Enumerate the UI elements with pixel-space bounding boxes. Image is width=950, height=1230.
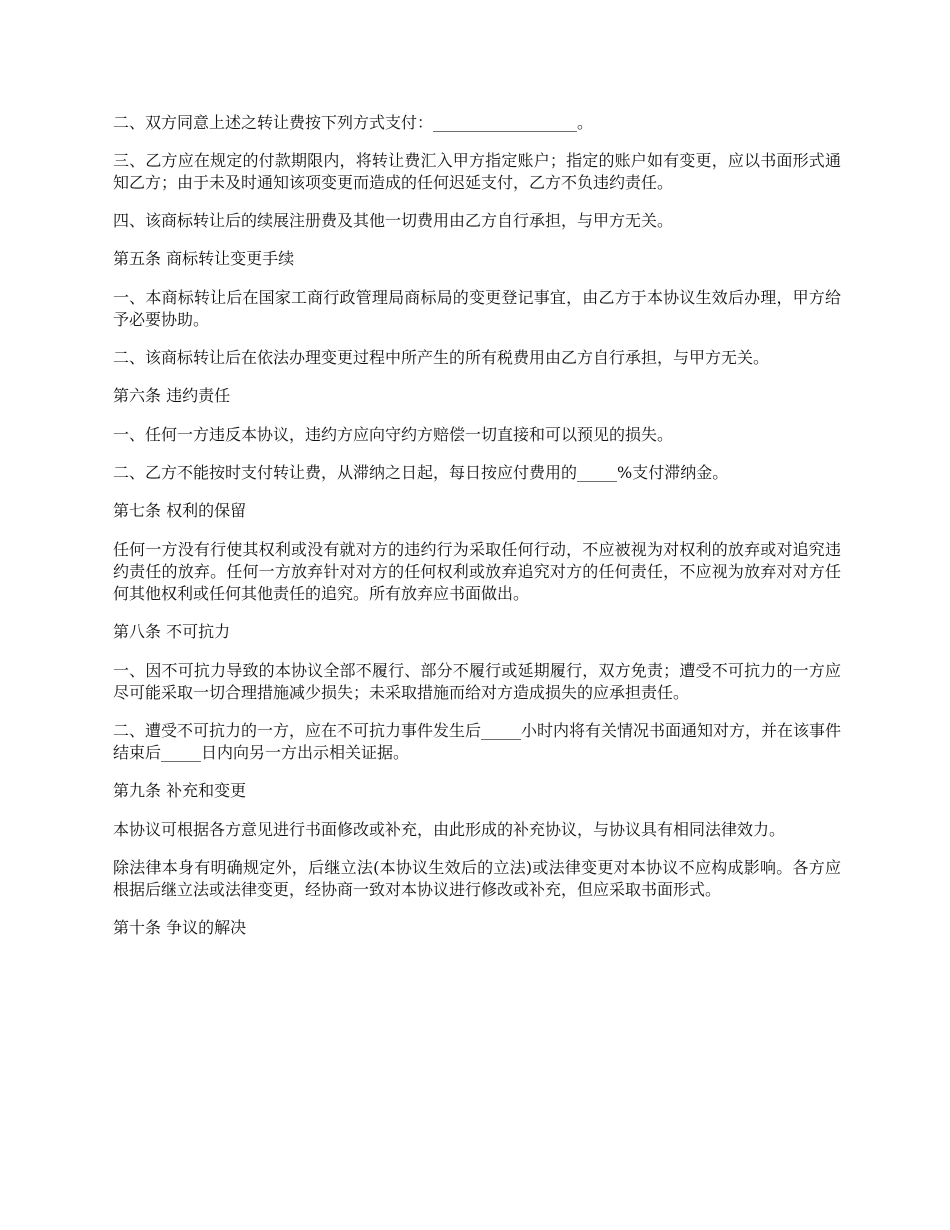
legal-change-clause: 除法律本身有明确规定外，后继立法(本协议生效后的立法)或法律变更对本协议不应构成影响。各方应根据后继立法或法律变更，经协商一致对本协议进行修改或补充，但应采取书面形式。 [113,858,841,899]
section-heading-article-10: 第十条 争议的解决 [113,918,247,937]
section-heading-article-5: 第五条 商标转让变更手续 [113,249,295,268]
late-payment-clause: 二、乙方不能按时支付转让费，从滞纳之日起，每日按应付费用的_____%支付滞纳金。 [113,463,729,482]
force-majeure-clause-2: 二、遭受不可抗力的一方，应在不可抗力事件发生后_____小时内将有关情况书面通知对方，并在该事件结束后_____日内向另一方出示相关证据。 [113,721,842,762]
section-heading-article-6: 第六条 违约责任 [113,386,231,405]
section-heading-article-7: 第七条 权利的保留 [113,501,247,520]
rights-reservation-clause: 任何一方没有行使其权利或没有就对方的违约行为采取任何行动，不应被视为对权利的放弃或对追究违约责任的放弃。任何一方放弃针对对方的任何权利或放弃追究对方的任何责任，不应视为放弃对对方任何其他权利或任何其他责任的追究。所有放弃应书面做出。 [113,540,841,603]
payment-account-clause: 三、乙方应在规定的付款期限内，将转让费汇入甲方指定账户；指定的账户如有变更，应以书面形式通知乙方；由于未及时通知该项变更而造成的任何迟延支付，乙方不负违约责任。 [113,151,841,192]
tax-fee-clause: 二、该商标转让后在依法办理变更过程中所产生的所有税费用由乙方自行承担，与甲方无关。 [113,348,770,367]
registration-change-clause: 一、本商标转让后在国家工商行政管理局商标局的变更登记事宜，由乙方于本协议生效后办理，甲方给予必要协助。 [113,288,841,329]
payment-method-clause: 二、双方同意上述之转让费按下列方式支付：__________________。 [113,113,594,132]
supplement-clause: 本协议可根据各方意见进行书面修改或补充，由此形成的补充协议，与协议具有相同法律效力。 [113,820,786,839]
force-majeure-clause-1: 一、因不可抗力导致的本协议全部不履行、部分不履行或延期履行，双方免责；遭受不可抗力的一方应尽可能采取一切合理措施减少损失；未采取措施而给对方造成损失的应承担责任。 [113,661,841,702]
breach-compensation-clause: 一、任何一方违反本协议，违约方应向守约方赔偿一切直接和可以预见的损失。 [113,425,674,444]
renewal-fee-clause: 四、该商标转让后的续展注册费及其他一切费用由乙方自行承担，与甲方无关。 [113,211,674,230]
section-heading-article-8: 第八条 不可抗力 [113,622,231,641]
section-heading-article-9: 第九条 补充和变更 [113,781,247,800]
document-page [113,112,841,956]
